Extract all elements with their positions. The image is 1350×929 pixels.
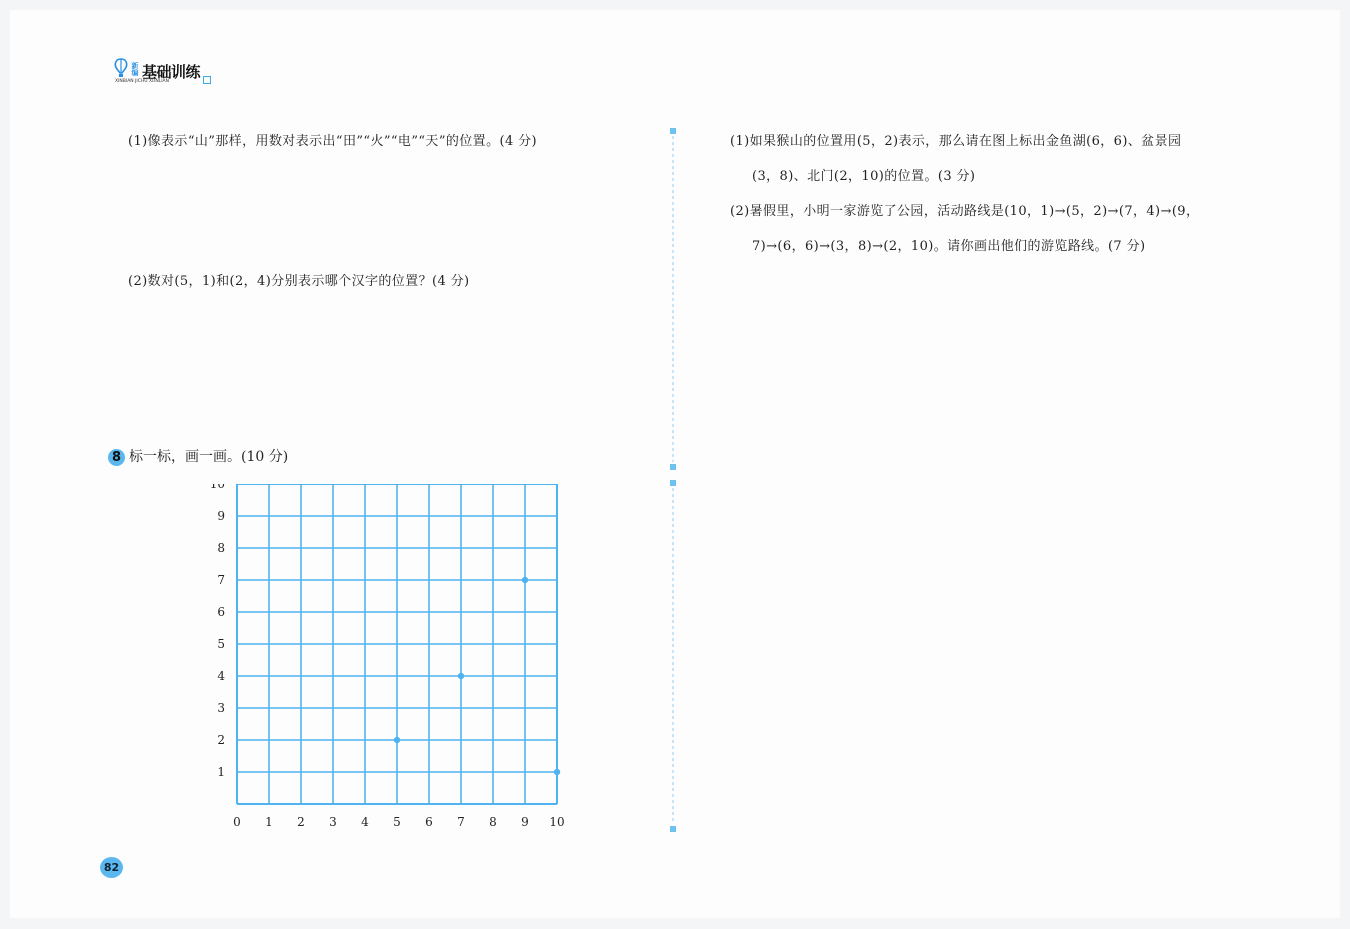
page-number: 82: [100, 857, 123, 878]
grid-chart: [200, 484, 580, 834]
question-number-badge: 8: [108, 449, 125, 466]
right-question-2-line2: 7)→(6，6)→(3，8)→(2，10)。请你画出他们的游览路线。(7 分): [752, 239, 1146, 254]
x-tick-label: 5: [393, 815, 401, 829]
x-tick-label: 7: [457, 815, 465, 829]
y-tick-label: 10: [209, 484, 225, 491]
right-question-1-line1: (1)如果猴山的位置用(5，2)表示，那么请在图上标出金鱼湖(6，6)、盆景园: [730, 134, 1182, 149]
coordinate-grid: [200, 484, 580, 838]
data-point: [554, 769, 560, 775]
x-tick-label: 1: [265, 815, 273, 829]
y-tick-label: 4: [217, 669, 225, 683]
y-tick-label: 2: [217, 733, 225, 747]
left-question-2: (2)数对(5，1)和(2，4)分别表示哪个汉字的位置？(4 分): [128, 274, 470, 289]
y-tick-label: 6: [217, 605, 225, 619]
right-question-1-line2: (3，8)、北门(2，10)的位置。(3 分): [752, 169, 976, 184]
series-tag: 新编: [131, 62, 139, 77]
y-tick-label: 8: [217, 541, 225, 555]
x-tick-label: 10: [549, 815, 565, 829]
x-tick-label: 8: [489, 815, 497, 829]
y-tick-label: 9: [217, 509, 225, 523]
y-tick-label: 7: [217, 573, 225, 587]
question-8-heading: [108, 446, 288, 466]
logo-square: [203, 76, 211, 84]
book-logo: [113, 58, 223, 88]
x-tick-label: 3: [329, 815, 337, 829]
x-tick-label: 6: [425, 815, 433, 829]
data-point: [522, 577, 528, 583]
balloon-icon: [113, 58, 129, 78]
left-question-1: (1)像表示“山”那样，用数对表示出“田”“火”“电”“天”的位置。(4 分): [128, 134, 538, 149]
question-8-text: 标一标，画一画。(10 分): [129, 449, 289, 465]
book-title-pinyin: XINBIAN JICHU XUNLIAN: [115, 79, 169, 84]
right-question-2-line1: (2)暑假里，小明一家游览了公园，活动路线是(10，1)→(5，2)→(7，4)→(9，: [730, 204, 1200, 219]
x-tick-label: 2: [297, 815, 305, 829]
x-tick-label: 9: [521, 815, 529, 829]
x-tick-label: 4: [361, 815, 369, 829]
page-divider: [667, 128, 681, 838]
x-tick-label: 0: [233, 815, 241, 829]
data-point: [394, 737, 400, 743]
y-tick-label: 5: [217, 637, 225, 651]
y-tick-label: 1: [217, 765, 225, 779]
data-point: [458, 673, 464, 679]
book-title: 基础训练: [142, 63, 201, 81]
y-tick-label: 3: [217, 701, 225, 715]
